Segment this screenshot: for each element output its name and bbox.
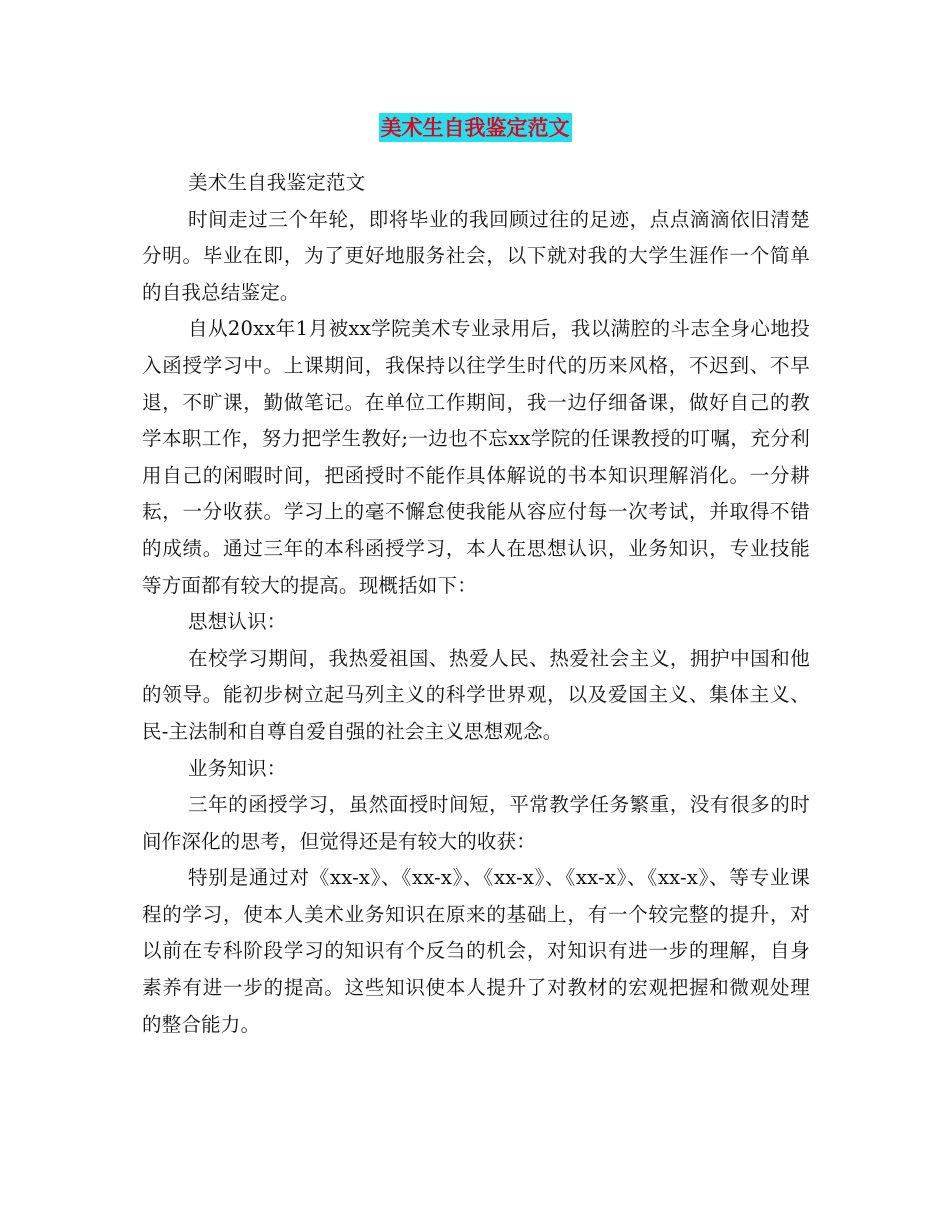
section-heading-ideology: 思想认识：	[188, 610, 287, 634]
section-heading-professional-knowledge: 业务知识：	[188, 756, 287, 780]
document-title-block	[0, 113, 950, 143]
paragraph-heading: 美术生自我鉴定范文	[188, 171, 366, 194]
paragraph-ideology: 在校学习期间，我热爱祖国、热爱人民、热爱社会主义，拥护中国和他的领导。能初步树立起马列主义的科学世界观，以及爱国主义、集体主义、民-主法制和自尊自爱自强的社会主义思想观念。	[142, 646, 810, 743]
document-title: 美术生自我鉴定范文	[380, 115, 570, 140]
document-body	[142, 165, 810, 1043]
paragraph-correspondence-study: 三年的函授学习，虽然面授时间短，平常教学任务繁重，没有很多的时间作深化的思考，但觉得还是有较大的收获：	[142, 793, 810, 853]
paragraph-study-summary: 自从20xx年1月被xx学院美术专业录用后，我以满腔的斗志全身心地投入函授学习中。上课期间，我保持以往学生时代的历来风格，不迟到、不早退，不旷课，勤做笔记。在单位工作期间，我一边仔细备课，做好自己的教学本职工作，努力把学生教好;一边也不忘xx学院的任课教授的叮嘱，充分利用自己的闲暇时间，把函授时不能作具体解说的书本知识理解消化。一分耕耘，一分收获。学习上的毫不懈怠使我能从容应付每一次考试，并取得不错的成绩。通过三年的本科函授学习，本人在思想认识，业务知识，专业技能等方面都有较大的提高。现概括如下：	[142, 317, 810, 597]
paragraph-intro: 时间走过三个年轮，即将毕业的我回顾过往的足迹，点点滴滴依旧清楚分明。毕业在即，为了更好地服务社会，以下就对我的大学生涯作一个简单的自我总结鉴定。	[142, 207, 810, 304]
paragraph-courses: 特别是通过对《xx-x》、《xx-x》、《xx-x》、《xx-x》、《xx-x》、等专业课程的学习，使本人美术业务知识在原来的基础上，有一个较完整的提升，对以前在专科阶段学习的知识有个反刍的机会，对知识有进一步的理解，自身素养有进一步的提高。这些知识使本人提升了对教材的宏观把握和微观处理的整合能力。	[142, 866, 810, 1036]
